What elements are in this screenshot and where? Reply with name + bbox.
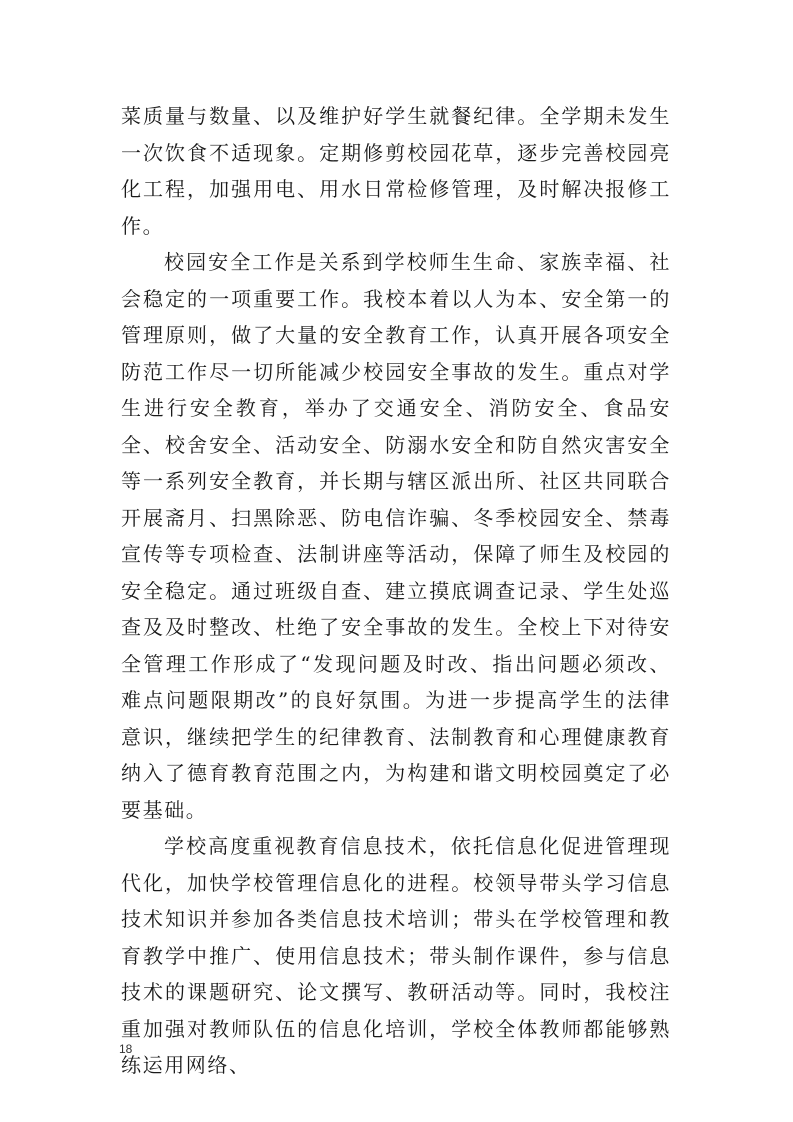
page-number: 18	[119, 1042, 133, 1056]
paragraph-continuation: 菜质量与数量、以及维护好学生就餐纪律。全学期未发生一次饮食不适现象。定期修剪校园花草，逐步完善校园亮化工程，加强用电、用水日常检修管理，及时解决报修工作。	[121, 104, 671, 238]
document-body	[121, 98, 671, 1084]
paragraph-information-technology: 学校高度重视教育信息技术，依托信息化促进管理现代化，加快学校管理信息化的进程。校领导带头学习信息技术知识并参加各类信息技术培训；带头在学校管理和教育教学中推广、使用信息技术；带头制作课件，参与信息技术的课题研究、论文撰写、教研活动等。同时，我校注重加强对教师队伍的信息化培训，学校全体教师都能够熟练运用网络、	[121, 834, 671, 1077]
paragraph-campus-safety: 校园安全工作是关系到学校师生生命、家族幸福、社会稳定的一项重要工作。我校本着以人为本、安全第一的管理原则，做了大量的安全教育工作，认真开展各项安全防范工作尽一切所能减少校园安全事故的发生。重点对学生进行安全教育，举办了交通安全、消防安全、食品安全、校舍安全、活动安全、防溺水安全和防自然灾害安全等一系列安全教育，并长期与辖区派出所、社区共同联合开展斋月、扫黑除恶、防电信诈骗、冬季校园安全、禁毒宣传等专项检查、法制讲座等活动，保障了师生及校园的安全稳定。通过班级自查、建立摸底调查记录、学生处巡查及及时整改、杜绝了安全事故的发生。全校上下对待安全管理工作形成了“发现问题及时改、指出问题必须改、难点问题限期改”的良好氛围。为进一步提高学生的法律意识，继续把学生的纪律教育、法制教育和心理健康教育纳入了德育教育范围之内，为构建和谐文明校园奠定了必要基础。	[121, 250, 671, 822]
